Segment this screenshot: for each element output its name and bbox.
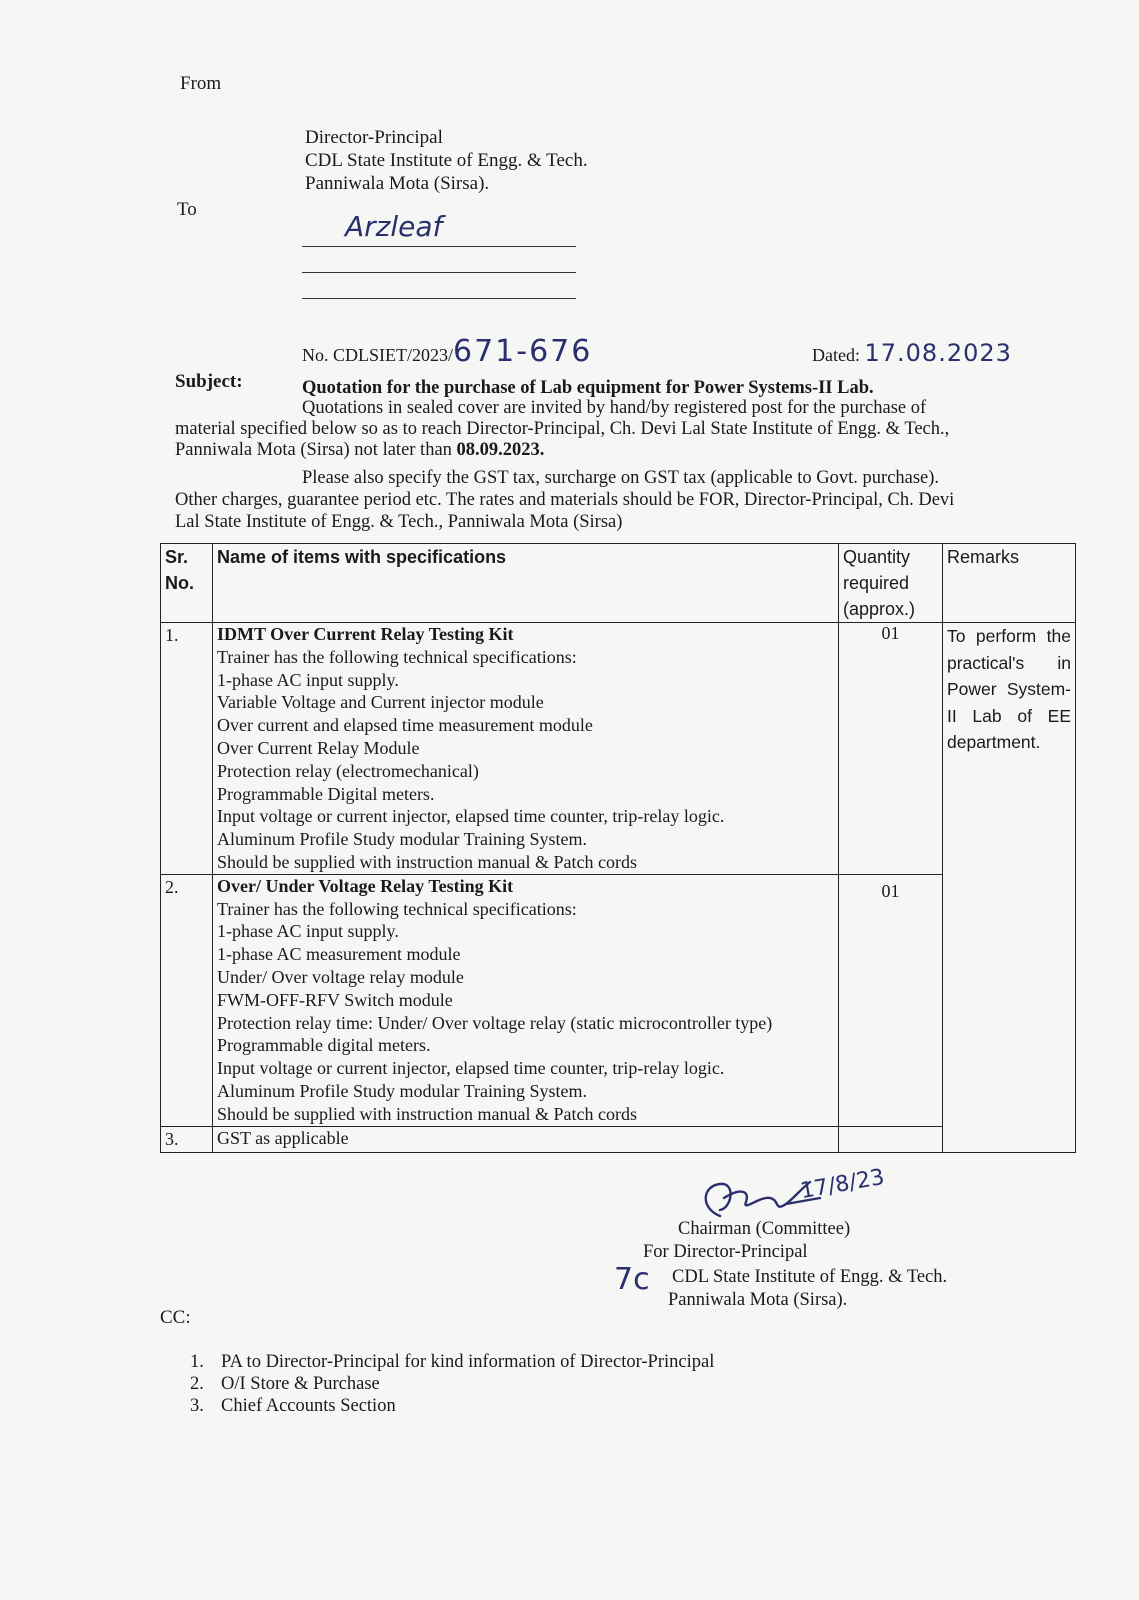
from-line: Director-Principal: [305, 127, 443, 148]
address-line: [302, 246, 576, 247]
para1-last-line: [175, 440, 544, 460]
signatory-title: Chairman (Committee): [678, 1219, 851, 1239]
table-header-row: [161, 544, 1076, 623]
cc-label: CC:: [160, 1307, 191, 1328]
signatory-for: For Director-Principal: [643, 1242, 808, 1262]
subject-text: Quotation for the purchase of Lab equipment for Power Systems-II Lab.: [302, 378, 874, 398]
item-spec: 1-phase AC input supply.: [217, 921, 399, 942]
list-item: 2. O/I Store & Purchase: [190, 1374, 380, 1394]
item-spec: Over current and elapsed time measurement module: [217, 715, 593, 736]
item-spec: 1-phase AC measurement module: [217, 944, 461, 965]
reference-prefix: No. CDLSIET/2023/: [302, 345, 453, 365]
item-spec: Aluminum Profile Study modular Training System.: [217, 829, 588, 850]
item-title: Over/ Under Voltage Relay Testing Kit: [217, 875, 514, 896]
list-item: 3. Chief Accounts Section: [190, 1396, 396, 1416]
signatory-institute: CDL State Institute of Engg. & Tech.: [672, 1267, 948, 1287]
from-line: CDL State Institute of Engg. & Tech.: [305, 150, 588, 171]
item-spec: Programmable Digital meters.: [217, 783, 435, 804]
table-row: [161, 623, 1076, 875]
item-spec: Trainer has the following technical specifications:: [217, 898, 577, 919]
item-title: IDMT Over Current Relay Testing Kit: [217, 624, 514, 644]
row-description: [213, 874, 839, 1126]
item-spec: Under/ Over voltage relay module: [217, 966, 464, 987]
header-sr: Sr. No.: [161, 544, 213, 623]
item-spec: Over Current Relay Module: [217, 737, 420, 758]
item-spec: Programmable digital meters.: [217, 1035, 431, 1056]
row-sr: 2.: [161, 874, 213, 1126]
para1-line: material specified below so as to reach Director-Principal, Ch. Devi Lal State Institute of Engg. & Tech.,: [175, 419, 950, 439]
dated-label: Dated:: [812, 345, 860, 365]
para2-line: Please also specify the GST tax, surcharge on GST tax (applicable to Govt. purchase).: [302, 468, 940, 488]
from-line: Panniwala Mota (Sirsa).: [305, 173, 490, 194]
item-spec: Input voltage or current injector, elapsed time counter, trip-relay logic.: [217, 1058, 725, 1079]
item-spec: Should be supplied with instruction manual & Patch cords: [217, 1103, 637, 1124]
para1-line: Quotations in sealed cover are invited by hand/by registered post for the purchase of: [302, 398, 927, 418]
cc-item-text: PA to Director-Principal for kind information of Director-Principal: [221, 1352, 715, 1372]
item-spec: Trainer has the following technical specifications:: [217, 646, 577, 667]
item-spec: 1-phase AC input supply.: [217, 669, 399, 690]
item-spec: Aluminum Profile Study modular Training System.: [217, 1080, 588, 1101]
signature-date: 17/8/23: [798, 1164, 887, 1205]
item-spec: FWM-OFF-RFV Switch module: [217, 989, 453, 1010]
item-spec: Protection relay time: Under/ Over voltage relay (static microcontroller type): [217, 1012, 773, 1033]
item-spec: Should be supplied with instruction manual & Patch cords: [217, 851, 637, 872]
cc-list: [190, 1351, 714, 1417]
cc-item-text: O/I Store & Purchase: [221, 1374, 380, 1394]
header-remarks: Remarks: [943, 544, 1076, 623]
reference-number: [302, 334, 593, 369]
date-handwritten: 17.08.2023: [864, 339, 1012, 367]
reference-handwritten: 671-676: [453, 334, 593, 369]
row-description: [213, 1126, 839, 1152]
header-name: Name of items with specifications: [213, 544, 839, 623]
cc-item-text: Chief Accounts Section: [221, 1396, 396, 1416]
row-sr: 3.: [161, 1126, 213, 1152]
to-handwritten-recipient: Arzleaf: [345, 210, 443, 243]
item-spec: Protection relay (electromechanical): [217, 760, 479, 781]
item-spec: Input voltage or current injector, elapsed time counter, trip-relay logic.: [217, 806, 725, 827]
date-block: [812, 339, 1012, 367]
row-quantity: 01: [839, 623, 943, 875]
row-sr: 1.: [161, 623, 213, 875]
para2-line: Lal State Institute of Engg. & Tech., Panniwala Mota (Sirsa): [175, 512, 623, 532]
address-line: [302, 272, 576, 273]
items-table: [160, 543, 1076, 1153]
table-row: [161, 1126, 1076, 1152]
table-row: [161, 874, 1076, 1126]
para2-line: Other charges, guarantee period etc. The rates and materials should be FOR, Director-Principal, Ch. Devi: [175, 490, 955, 510]
deadline-date: 08.09.2023.: [456, 440, 545, 460]
row-quantity: [839, 1126, 943, 1152]
to-label: To: [177, 199, 197, 220]
subject-label: Subject:: [175, 371, 243, 392]
address-line: [302, 298, 576, 299]
row-description: [213, 623, 839, 875]
row-quantity: 01: [839, 874, 943, 1126]
margin-initials: 7c: [614, 1262, 650, 1297]
row-remarks: To perform the practical's in Power System-II Lab of EE department.: [943, 623, 1076, 1153]
list-item: 1. PA to Director-Principal for kind information of Director-Principal: [190, 1352, 715, 1372]
header-quantity: Quantity required (approx.): [839, 544, 943, 623]
item-title: GST as applicable: [217, 1127, 349, 1148]
item-spec: Variable Voltage and Current injector module: [217, 692, 544, 713]
from-label: From: [180, 73, 222, 94]
signatory-place: Panniwala Mota (Sirsa).: [668, 1290, 848, 1310]
para1-line: Panniwala Mota (Sirsa) not later than: [175, 440, 457, 460]
from-address: [305, 126, 588, 195]
